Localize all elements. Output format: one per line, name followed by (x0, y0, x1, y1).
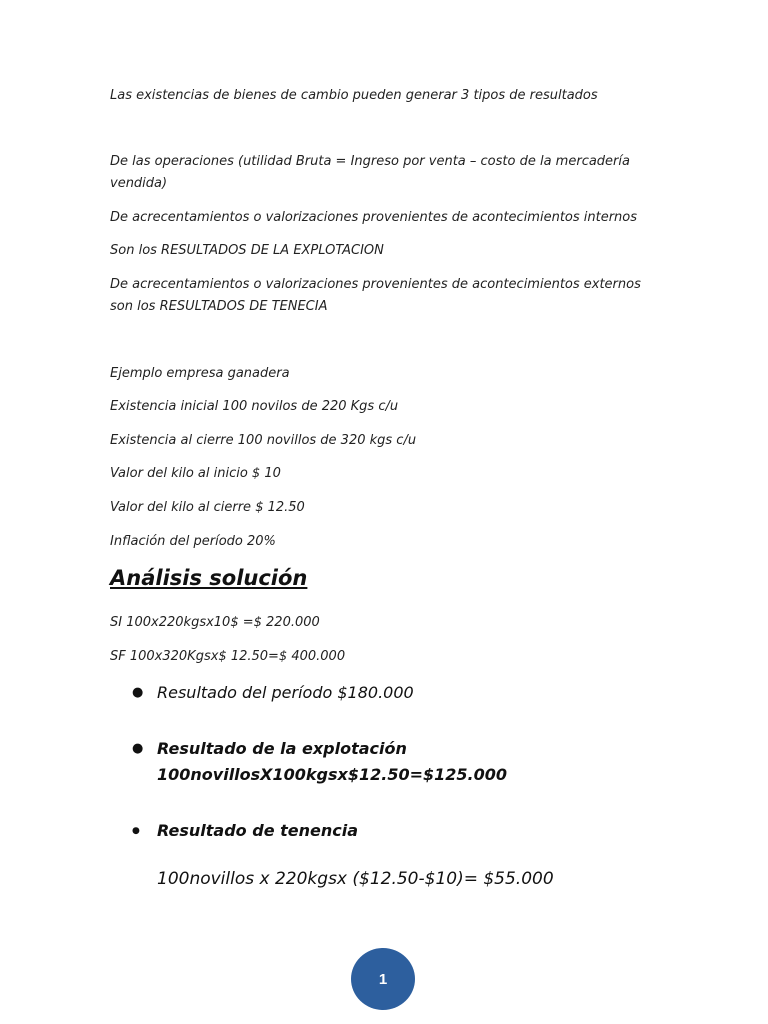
bullet-period-result-text: Resultado del período $180.000 (157, 683, 414, 702)
solution-si: SI 100x220kgsx10$ =$ 220.000 (110, 615, 320, 630)
tenencia-calc: 100novillos x 220kgsx ($12.50-$10)= $55.000 (157, 869, 554, 889)
bullet-explotacion-title: Resultado de la explotación (157, 739, 407, 758)
bullet-dot-icon: ● (132, 741, 144, 756)
bullet-period-result (132, 680, 692, 706)
bullet-tenencia-title: Resultado de tenencia (157, 821, 359, 840)
example-initial-stock: Existencia inicial 100 novilos de 220 Kgs c/u (110, 399, 399, 414)
example-initial-price: Valor del kilo al inicio $ 10 (110, 466, 281, 481)
bullet-dot-icon: ● (132, 826, 140, 836)
bullet-dot-icon: ● (132, 685, 144, 700)
item-externos: De acrecentamientos o valorizaciones provenientes de acontecimientos externos son los RESULTADOS DE TENECIA (110, 277, 641, 314)
solution-sf: SF 100x320Kgsx$ 12.50=$ 400.000 (110, 649, 346, 664)
tenencia-calc-row (132, 866, 692, 892)
bullet-explotacion-calc: 100novillosX100kgsx$12.50=$125.000 (157, 765, 508, 784)
item-internos: De acrecentamientos o valorizaciones provenientes de acontecimientos internos (110, 210, 638, 225)
example-inflation: Inflación del período 20% (110, 534, 276, 549)
bullet-explotacion-result (132, 736, 692, 788)
example-title: Ejemplo empresa ganadera (110, 366, 290, 381)
item-explotacion: Son los RESULTADOS DE LA EXPLOTACION (110, 243, 384, 258)
bullet-tenencia-result (132, 818, 692, 844)
solution-heading: Análisis solución (110, 566, 308, 590)
intro-paragraph: Las existencias de bienes de cambio pueden generar 3 tipos de resultados (110, 88, 598, 103)
item-operaciones: De las operaciones (utilidad Bruta = Ingreso por venta – costo de la mercadería vendida) (110, 154, 630, 191)
example-closing-stock: Existencia al cierre 100 novillos de 320 kgs c/u (110, 433, 417, 448)
page-number-badge: 1 (351, 948, 415, 1010)
example-closing-price: Valor del kilo al cierre $ 12.50 (110, 500, 305, 515)
